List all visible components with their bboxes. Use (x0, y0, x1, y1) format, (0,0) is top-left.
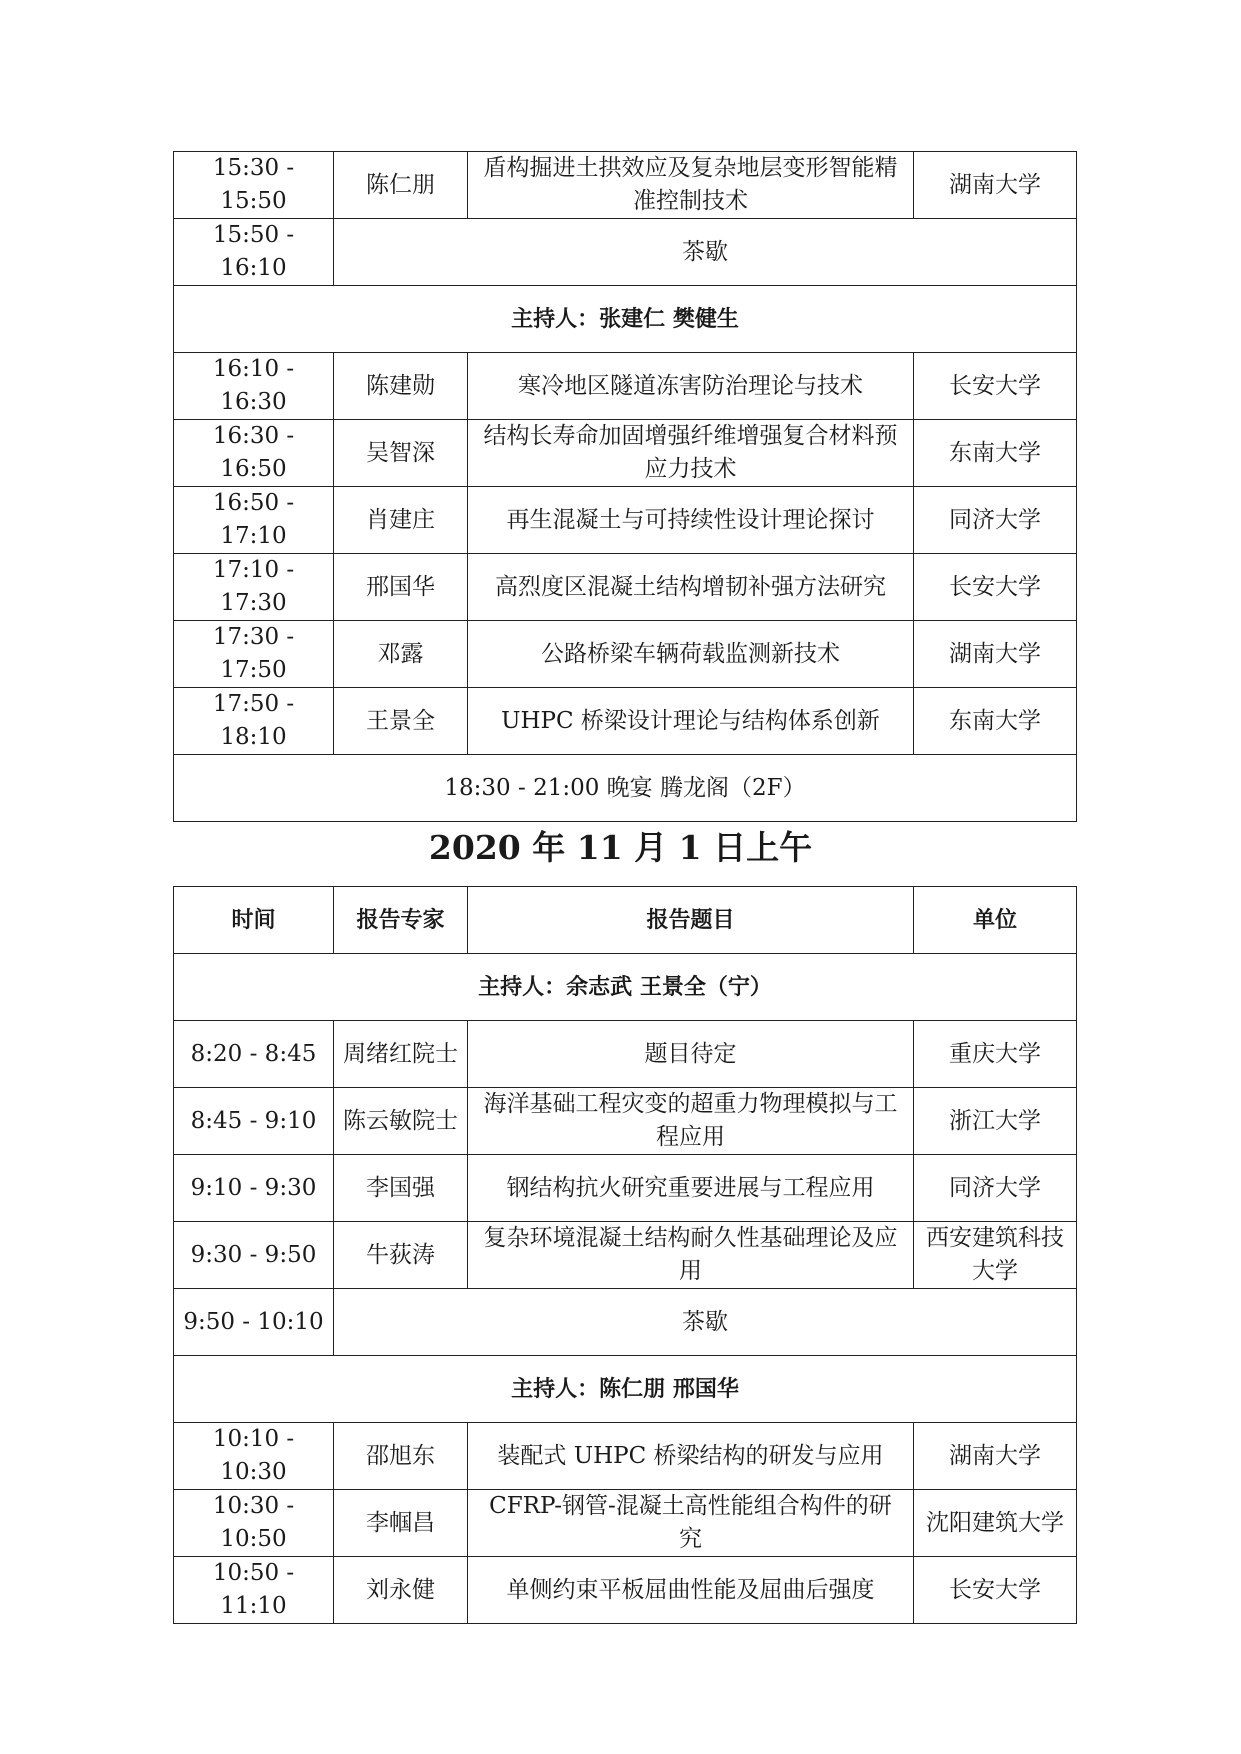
title-cell: 高烈度区混凝土结构增韧补强方法研究 (468, 554, 914, 621)
unit-cell: 浙江大学 (914, 1088, 1077, 1155)
table-row (174, 688, 1077, 755)
speaker-cell: 刘永健 (334, 1557, 468, 1624)
host-cell: 主持人：陈仁朋 邢国华 (174, 1356, 1077, 1423)
title-cell: 盾构掘进土拱效应及复杂地层变形智能精准控制技术 (468, 152, 914, 219)
title-cell: UHPC 桥梁设计理论与结构体系创新 (468, 688, 914, 755)
table-row (174, 487, 1077, 554)
title-cell: 海洋基础工程灾变的超重力物理模拟与工程应用 (468, 1088, 914, 1155)
table-row (174, 1490, 1077, 1557)
unit-cell: 东南大学 (914, 688, 1077, 755)
speaker-cell: 邓露 (334, 621, 468, 688)
banquet-row (174, 755, 1077, 822)
unit-cell: 西安建筑科技大学 (914, 1222, 1077, 1289)
break-row (174, 1289, 1077, 1356)
header-speaker: 报告专家 (334, 887, 468, 954)
title-cell: 题目待定 (468, 1021, 914, 1088)
table-row (174, 1021, 1077, 1088)
unit-cell: 长安大学 (914, 353, 1077, 420)
speaker-cell: 李国强 (334, 1155, 468, 1222)
unit-cell: 重庆大学 (914, 1021, 1077, 1088)
schedule-table-morning (173, 886, 1077, 1624)
time-cell: 17:50 - 18:10 (174, 688, 334, 755)
unit-cell: 湖南大学 (914, 152, 1077, 219)
speaker-cell: 邢国华 (334, 554, 468, 621)
title-cell: 公路桥梁车辆荷载监测新技术 (468, 621, 914, 688)
host-row (174, 954, 1077, 1021)
table-header-row (174, 887, 1077, 954)
speaker-cell: 肖建庄 (334, 487, 468, 554)
time-cell: 16:10 - 16:30 (174, 353, 334, 420)
time-cell: 17:30 - 17:50 (174, 621, 334, 688)
title-cell: CFRP-钢管-混凝土高性能组合构件的研究 (468, 1490, 914, 1557)
title-cell: 结构长寿命加固增强纤维增强复合材料预应力技术 (468, 420, 914, 487)
time-cell: 15:30 - 15:50 (174, 152, 334, 219)
unit-cell: 湖南大学 (914, 621, 1077, 688)
speaker-cell: 李帼昌 (334, 1490, 468, 1557)
day-heading: 2020 年 11 月 1 日上午 (428, 828, 813, 867)
table-row (174, 152, 1077, 219)
host-cell: 主持人：张建仁 樊健生 (174, 286, 1077, 353)
speaker-cell: 牛荻涛 (334, 1222, 468, 1289)
table-row (174, 1088, 1077, 1155)
speaker-cell: 陈仁朋 (334, 152, 468, 219)
unit-cell: 同济大学 (914, 487, 1077, 554)
header-unit: 单位 (914, 887, 1077, 954)
table-row (174, 1155, 1077, 1222)
title-cell: 寒冷地区隧道冻害防治理论与技术 (468, 353, 914, 420)
unit-cell: 长安大学 (914, 1557, 1077, 1624)
title-cell: 单侧约束平板屈曲性能及屈曲后强度 (468, 1557, 914, 1624)
title-cell: 再生混凝土与可持续性设计理论探讨 (468, 487, 914, 554)
table-row (174, 554, 1077, 621)
unit-cell: 东南大学 (914, 420, 1077, 487)
speaker-cell: 陈建勋 (334, 353, 468, 420)
table-row (174, 1423, 1077, 1490)
schedule-table-morning-body (174, 954, 1077, 1624)
title-cell: 复杂环境混凝土结构耐久性基础理论及应用 (468, 1222, 914, 1289)
time-cell: 9:50 - 10:10 (174, 1289, 334, 1356)
time-cell: 10:30 - 10:50 (174, 1490, 334, 1557)
title-cell: 装配式 UHPC 桥梁结构的研发与应用 (468, 1423, 914, 1490)
speaker-cell: 周绪红院士 (334, 1021, 468, 1088)
host-row (174, 1356, 1077, 1423)
time-cell: 10:10 - 10:30 (174, 1423, 334, 1490)
time-cell: 17:10 - 17:30 (174, 554, 334, 621)
break-row (174, 219, 1077, 286)
time-cell: 8:45 - 9:10 (174, 1088, 334, 1155)
speaker-cell: 陈云敏院士 (334, 1088, 468, 1155)
unit-cell: 沈阳建筑大学 (914, 1490, 1077, 1557)
time-cell: 10:50 - 11:10 (174, 1557, 334, 1624)
banquet-note: 18:30 - 21:00 晚宴 腾龙阁（2F） (174, 755, 1077, 822)
break-cell: 茶歇 (334, 1289, 1077, 1356)
schedule-table-afternoon (173, 151, 1077, 822)
title-cell: 钢结构抗火研究重要进展与工程应用 (468, 1155, 914, 1222)
header-time: 时间 (174, 887, 334, 954)
host-cell: 主持人：余志武 王景全（宁） (174, 954, 1077, 1021)
unit-cell: 湖南大学 (914, 1423, 1077, 1490)
time-cell: 9:10 - 9:30 (174, 1155, 334, 1222)
table-row (174, 353, 1077, 420)
time-cell: 16:50 - 17:10 (174, 487, 334, 554)
table-row (174, 621, 1077, 688)
time-cell: 15:50 - 16:10 (174, 219, 334, 286)
speaker-cell: 吴智深 (334, 420, 468, 487)
header-title: 报告题目 (468, 887, 914, 954)
host-row (174, 286, 1077, 353)
table-row (174, 420, 1077, 487)
unit-cell: 同济大学 (914, 1155, 1077, 1222)
speaker-cell: 邵旭东 (334, 1423, 468, 1490)
unit-cell: 长安大学 (914, 554, 1077, 621)
table-row (174, 1222, 1077, 1289)
time-cell: 8:20 - 8:45 (174, 1021, 334, 1088)
time-cell: 16:30 - 16:50 (174, 420, 334, 487)
time-cell: 9:30 - 9:50 (174, 1222, 334, 1289)
break-cell: 茶歇 (334, 219, 1077, 286)
schedule-table-afternoon-body (174, 152, 1077, 822)
speaker-cell: 王景全 (334, 688, 468, 755)
table-row (174, 1557, 1077, 1624)
